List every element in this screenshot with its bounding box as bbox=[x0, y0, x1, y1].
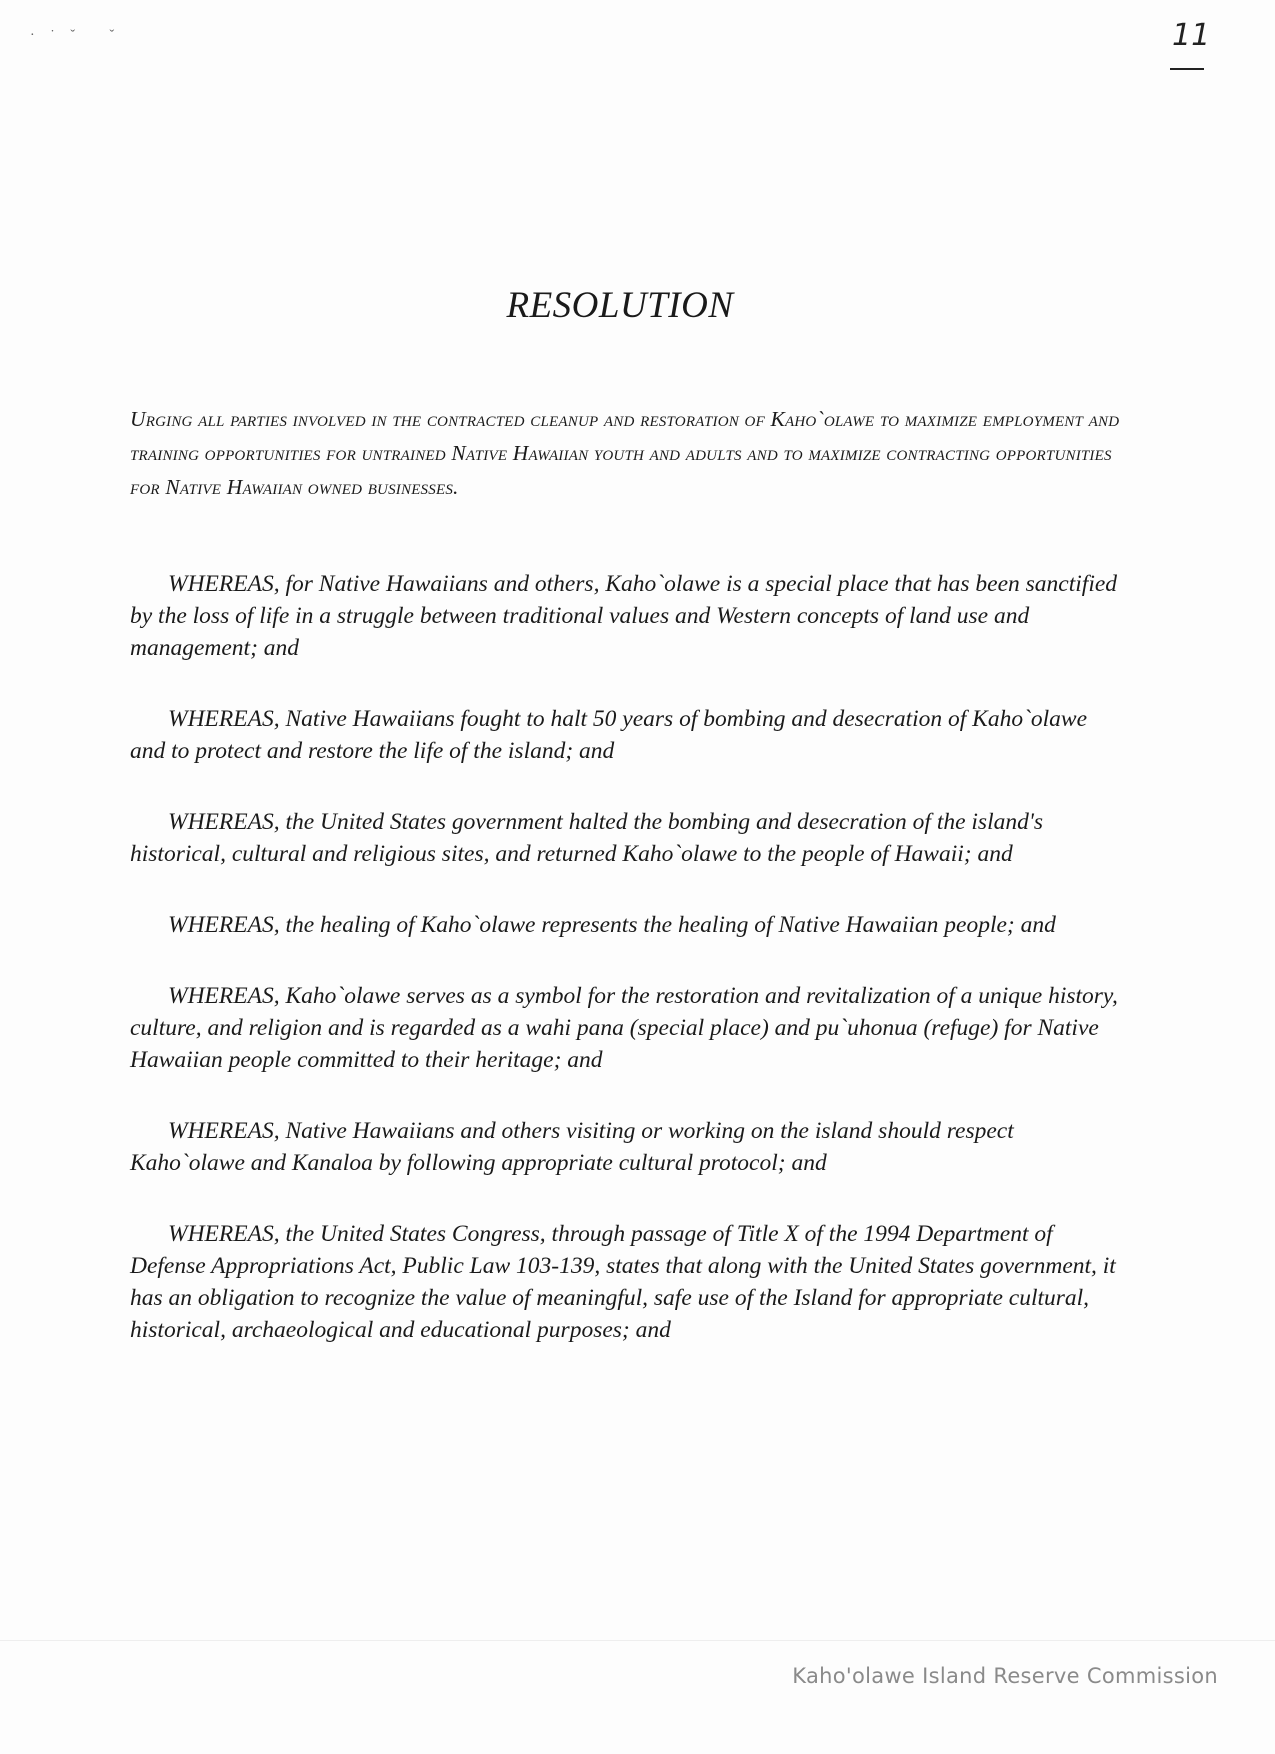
archive-watermark: Kaho'olawe Island Reserve Commission bbox=[792, 1664, 1218, 1688]
whereas-clauses bbox=[130, 568, 1120, 1385]
whereas-clause: WHEREAS, Kaho`olawe serves as a symbol for the restoration and revitalization of a unique history, culture, and religion and is regarded as a wahi pana (special place) and pu`uhonua (refuge) for Native Hawaiian people committed to their heritage; and bbox=[130, 983, 1118, 1073]
resolution-caption: Urging all parties involved in the contracted cleanup and restoration of Kaho`olawe to maximize employment and training opportunities for untrained Native Hawaiian youth and adults and to maximize contracting opportunities for Native Hawaiian owned businesses. bbox=[130, 407, 1120, 499]
whereas-clause: WHEREAS, Native Hawaiians fought to halt 50 years of bombing and desecration of Kaho`olawe and to protect and restore the life of the island; and bbox=[130, 706, 1088, 764]
whereas-clause: WHEREAS, Native Hawaiians and others visiting or working on the island should respect Kaho`olawe and Kanaloa by following appropriate cultural protocol; and bbox=[130, 1118, 1014, 1176]
page-number-underline bbox=[1170, 68, 1204, 70]
scan-specks: · ˙ ˇ ˇ bbox=[30, 28, 121, 43]
document-title: RESOLUTION bbox=[506, 285, 734, 326]
whereas-clause: WHEREAS, the healing of Kaho`olawe represents the healing of Native Hawaiian people; and bbox=[168, 912, 1056, 938]
whereas-clause: WHEREAS, for Native Hawaiians and others, Kaho`olawe is a special place that has been sanctified by the loss of life in a struggle between traditional values and Western concepts of land use and management; and bbox=[130, 571, 1118, 661]
whereas-clause: WHEREAS, the United States government halted the bombing and desecration of the island's historical, cultural and religious sites, and returned Kaho`olawe to the people of Hawaii; and bbox=[130, 809, 1044, 867]
page-number: 11 bbox=[1172, 18, 1211, 53]
whereas-clause: WHEREAS, the United States Congress, through passage of Title X of the 1994 Department of Defense Appropriations Act, Public Law 103-139, states that along with the United States government, it has an obligation to recognize the value of meaningful, safe use of the Island for appropriate cultural, historical, archaeological and educational purposes; and bbox=[130, 1221, 1116, 1343]
scan-edge-line bbox=[0, 1640, 1275, 1641]
